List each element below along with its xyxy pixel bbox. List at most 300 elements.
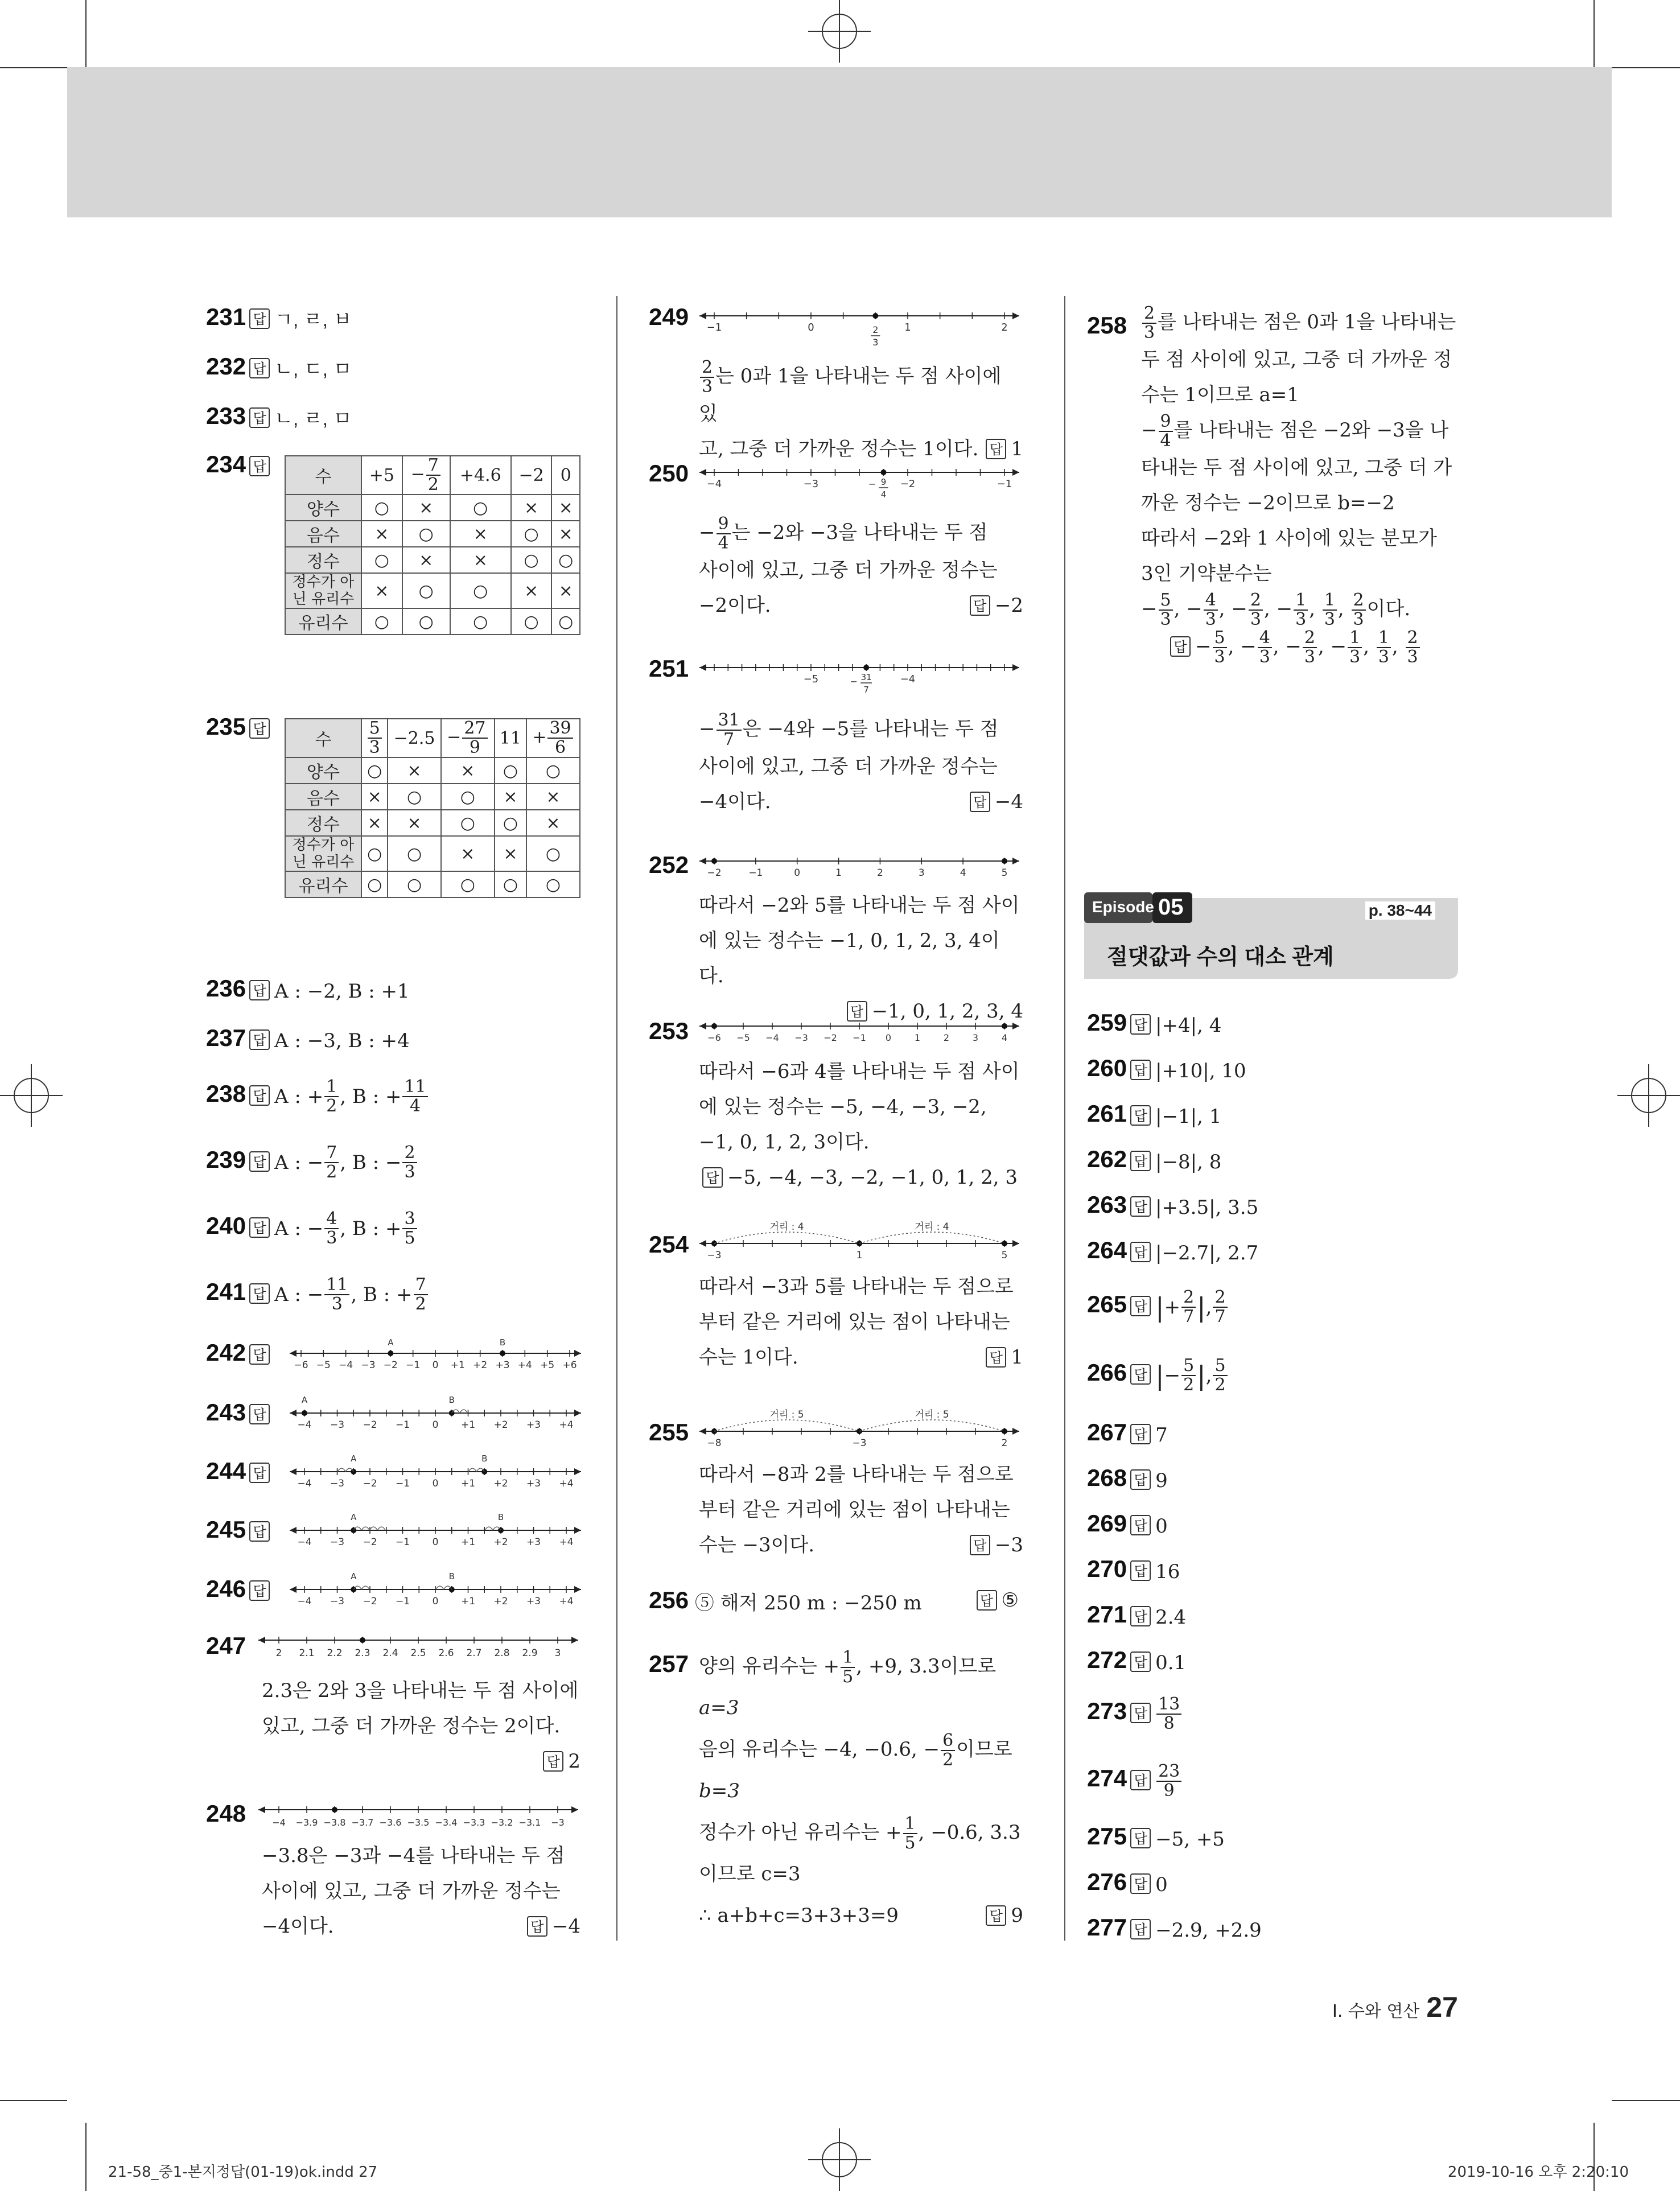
tick-label: 0 (885, 1032, 892, 1043)
answer-mark-icon: 답 (986, 1905, 1006, 1926)
tick-label: −3.6 (379, 1817, 402, 1828)
episode-header (1084, 892, 1458, 979)
tick-label: −1 (853, 1032, 866, 1043)
point-marker (863, 665, 869, 670)
tick-label: −3 (361, 1360, 376, 1371)
distance-label: 거리 : 4 (915, 1221, 949, 1233)
tick-label: −4 (339, 1360, 353, 1371)
answer-mark-icon: 답 (1130, 1105, 1151, 1126)
distance-arc (714, 1232, 859, 1243)
fraction-label: 7 (863, 685, 869, 695)
tick-label: −3 (803, 478, 819, 490)
table-cell: ○ (495, 810, 526, 836)
tick-label: −3 (551, 1817, 565, 1828)
problem-241: 241 답 A : − $\frac{11}{3}$ , B : + $\frac{7}{2}$ (206, 1274, 429, 1313)
episode-title: 절댓값과 수의 대소 관계 (1107, 945, 1334, 969)
tick-label: +3 (495, 1360, 510, 1371)
tick-label: 4 (1001, 1032, 1008, 1043)
point-label: B (448, 1395, 455, 1405)
explanation-250: − $\frac{9}{4}$ 는 −2와 −3을 나타내는 두 점 사이에 있고, 그중 더 가까운 정수는 −2이다. 답 −2 (699, 514, 1023, 617)
explanation-252: 따라서 −2와 5를 나타내는 두 점 사이 에 있는 정수는 −1, 0, 1, 2, 3, 4이다. 답 −1, 0, 1, 2, 3, 4 (699, 894, 1023, 1023)
point-label: A (301, 1395, 308, 1405)
answer-mark-icon: 답 (986, 439, 1006, 459)
arrow-left-icon (699, 1023, 706, 1029)
table-header-value: +4.6 (450, 456, 511, 495)
tick-label: −4 (297, 1596, 312, 1607)
episode-label: Episode (1092, 898, 1154, 916)
problem-247: 247 (206, 1632, 246, 1659)
row-label: 유리수 (285, 608, 361, 635)
problem-255: 255 (649, 1419, 689, 1445)
tick-label: +2 (473, 1360, 488, 1371)
row-label: 유리수 (285, 871, 361, 897)
tick-label: −4 (272, 1817, 286, 1828)
tick-label: 4 (960, 867, 966, 879)
table-cell: × (402, 547, 450, 573)
answer-mark-icon: 답 (1130, 1919, 1151, 1939)
table-cell: ○ (495, 757, 526, 784)
tick-label: −1 (395, 1596, 410, 1607)
row-label: 음수 (285, 521, 361, 547)
answer-mark-icon: 답 (249, 1085, 270, 1106)
table-header-value: + $\frac{39}{6}$ (526, 719, 580, 757)
distance-arc (859, 1420, 1004, 1431)
table-header-value: −2 (511, 456, 552, 495)
tick-label: 0 (432, 1478, 439, 1489)
point-label: A (351, 1453, 357, 1464)
explanation-247: 2.3은 2와 3을 나타내는 두 점 사이에 있고, 그중 더 가까운 정수는 2이다. 답 2 (262, 1679, 580, 1773)
table-cell: ○ (361, 757, 388, 784)
arrow-right-icon (1012, 469, 1019, 476)
problem-266: 266 답 |− $\frac{5}{2}$ |, $\frac{5}{2}$ (1087, 1354, 1229, 1394)
answer-mark-icon: 답 (1130, 1606, 1151, 1626)
tick-label: 2 (275, 1648, 282, 1659)
table-cell: ○ (388, 871, 440, 897)
tick-label: −2 (707, 867, 722, 879)
arrow-right-icon (574, 1410, 581, 1416)
episode-pages: p. 38~44 (1365, 901, 1435, 920)
number-line-244 (287, 1450, 583, 1496)
tick-label: −1 (997, 478, 1012, 490)
tick-label: 2 (943, 1032, 950, 1043)
explanation-253: 따라서 −6과 4를 나타내는 두 점 사이 에 있는 정수는 −5, −4, −3, −2, −1, 0, 1, 2, 3이다. 답 −5, −4, −3, −2, −1, 0, 1, 2, 3 (699, 1060, 1020, 1189)
answer-item-260: 260 답 |+10|, 10 (1087, 1055, 1246, 1082)
answer-mark-icon: 답 (1130, 1652, 1151, 1672)
arrow-left-icon (699, 312, 706, 319)
point-marker (711, 858, 717, 864)
header-band (67, 67, 1612, 217)
answer-mark-icon: 답 (1130, 1703, 1151, 1723)
arrow-left-icon (290, 1527, 297, 1534)
arrow-right-icon (574, 1586, 581, 1593)
arrow-right-icon (1012, 1023, 1019, 1029)
table-cell: ○ (441, 871, 495, 897)
tick-label: 2.2 (327, 1648, 343, 1659)
tick-label: −3 (330, 1478, 345, 1489)
tick-label: −2 (900, 478, 916, 490)
table-cell: ○ (361, 547, 402, 573)
problem-234: 234 답 (206, 446, 274, 484)
crop-mark (1593, 0, 1595, 67)
table-cell: ○ (450, 573, 511, 608)
answer-mark-icon: 답 (970, 792, 990, 812)
table-header-value: $\frac{5}{3}$ (361, 719, 388, 757)
crop-mark (0, 67, 67, 68)
distance-arc (714, 1420, 859, 1431)
arrow-left-icon (258, 1637, 265, 1644)
tick-label: 2 (1001, 1438, 1008, 1449)
distance-label: 거리 : 5 (769, 1409, 804, 1420)
answer-mark-icon: 답 (970, 1535, 990, 1555)
tick-label: +3 (526, 1478, 541, 1489)
problem-232: 232 답 ㄴ, ㄷ, ㅁ (206, 353, 352, 380)
point-marker (872, 313, 878, 319)
answer-mark-icon: 답 (249, 1283, 270, 1304)
table-row (285, 836, 580, 871)
arrow-right-icon (1012, 1240, 1019, 1247)
tick-label: 0 (432, 1537, 439, 1548)
crop-mark (1612, 2100, 1680, 2101)
table-cell: × (361, 784, 388, 810)
problem-244: 244 답 (206, 1453, 274, 1491)
tick-label: 5 (1001, 1250, 1008, 1261)
point-marker (711, 1023, 717, 1029)
answer-mark-icon: 답 (1130, 1873, 1151, 1894)
problem-256: 256 ⑤ 해저 250 m : −250 m 답 ⑤ (649, 1587, 1019, 1615)
table-header-value: −2.5 (388, 719, 440, 757)
table-cell: × (551, 495, 580, 521)
table-cell: × (388, 757, 440, 784)
number-line-242 (287, 1332, 583, 1377)
answer-item-262: 262 답 |−8|, 8 (1087, 1146, 1222, 1173)
point-label: B (448, 1571, 455, 1582)
number-line-254 (697, 1215, 1022, 1266)
tick-label: −5 (316, 1360, 331, 1371)
tick-label: 1 (914, 1032, 921, 1043)
table-cell: × (551, 521, 580, 547)
tick-label: 2 (1001, 322, 1008, 333)
table-cell: ○ (402, 573, 450, 608)
table-row (285, 871, 580, 897)
table-cell: × (441, 836, 495, 871)
answer-mark-icon: 답 (249, 407, 270, 428)
table-cell: × (361, 521, 402, 547)
distance-label: 거리 : 5 (915, 1409, 949, 1420)
tick-label: +3 (526, 1537, 541, 1548)
explanation-249: $\frac{2}{3}$ 는 0과 1을 나타내는 두 점 사이에 있 고, 그중 더 가까운 정수는 1이다. 답 1 (699, 357, 1023, 460)
tick-label: −1 (395, 1537, 410, 1548)
answer-item-272: 272 답 0.1 (1087, 1646, 1187, 1674)
tick-label: 2.5 (410, 1648, 426, 1659)
tick-label: −1 (395, 1478, 410, 1489)
point-label: A (351, 1512, 357, 1522)
point-marker (500, 1350, 505, 1356)
classification-table-234 (285, 455, 580, 635)
number-line-250 (697, 455, 1022, 512)
problem-249: 249 (649, 303, 689, 330)
number-line-252 (697, 851, 1022, 885)
explanation-254: 따라서 −3과 5를 나타내는 두 점으로 부터 같은 거리에 있는 점이 나타내는 수는 1이다. 답 1 (699, 1275, 1023, 1369)
page-number: 27 (1426, 1991, 1458, 2023)
tick-label: 2.6 (438, 1648, 454, 1659)
table-header-label: 수 (285, 456, 361, 495)
tick-label: −4 (297, 1478, 312, 1489)
answer-mark-icon: 답 (1130, 1151, 1151, 1171)
problem-273: 273 답 $\frac{13}{8}$ (1087, 1693, 1183, 1733)
table-cell: ○ (402, 521, 450, 547)
answer-mark-icon: 답 (249, 1217, 270, 1238)
column-divider (616, 296, 617, 1941)
answer-mark-icon: 답 (249, 718, 270, 739)
answer-mark-icon: 답 (847, 1001, 867, 1022)
arrow-left-icon (290, 1350, 297, 1357)
tick-label: +2 (493, 1537, 508, 1548)
table-cell: ○ (450, 495, 511, 521)
table-header-value: 0 (551, 456, 580, 495)
problem-254: 254 (649, 1231, 689, 1258)
table-cell: ○ (402, 608, 450, 635)
table-cell: ○ (450, 608, 511, 635)
tick-label: +4 (559, 1419, 574, 1431)
answer-mark-icon: 답 (977, 1590, 997, 1611)
problem-233: 233 답 ㄴ, ㄹ, ㅁ (206, 402, 352, 430)
tick-label: +3 (526, 1596, 541, 1607)
arrow-right-icon (1012, 858, 1019, 864)
table-cell: × (361, 573, 402, 608)
arrow-left-icon (699, 1240, 706, 1247)
table-row (285, 757, 580, 784)
number-line-251 (697, 650, 1022, 707)
point-label: A (388, 1337, 394, 1348)
table-row (285, 547, 580, 573)
table-cell: ○ (361, 836, 388, 871)
answer-item-263: 263 답 |+3.5|, 3.5 (1087, 1191, 1259, 1219)
table-header-label: 수 (285, 719, 361, 757)
fraction-label: − (868, 479, 876, 489)
tick-label: −3.8 (323, 1817, 346, 1828)
tick-label: 2.7 (466, 1648, 482, 1659)
answer-mark-icon: 답 (1130, 1424, 1151, 1444)
table-cell: × (511, 495, 552, 521)
point-marker (332, 1807, 337, 1813)
tick-label: 3 (554, 1648, 561, 1659)
tick-label: −3 (330, 1419, 345, 1431)
point-marker (881, 470, 887, 475)
tick-label: +2 (493, 1419, 508, 1431)
answer-mark-icon: 답 (1130, 1242, 1151, 1262)
fraction-label: 4 (880, 489, 887, 500)
tick-label: −8 (707, 1438, 722, 1449)
table-cell: ○ (511, 547, 552, 573)
number-line-243 (287, 1391, 583, 1437)
table-cell: ○ (361, 871, 388, 897)
tick-label: 2 (877, 867, 883, 879)
problem-242: 242 답 (206, 1335, 274, 1373)
answer-mark-icon: 답 (249, 1580, 270, 1601)
row-label: 정수가 아닌 유리수 (285, 573, 361, 608)
tick-label: 0 (808, 322, 814, 333)
answer-item-264: 264 답 |−2.7|, 2.7 (1087, 1237, 1259, 1265)
arrow-left-icon (699, 469, 706, 476)
tick-label: −1 (406, 1360, 421, 1371)
problem-248: 248 (206, 1800, 246, 1827)
answer-item-276: 276 답 0 (1087, 1868, 1168, 1896)
problem-243: 243 답 (206, 1394, 274, 1432)
number-line-248 (256, 1797, 580, 1837)
answer-mark-icon: 답 (1130, 1060, 1151, 1080)
tick-label: −2 (363, 1537, 377, 1548)
explanation-248: −3.8은 −3과 −4를 나타내는 두 점 사이에 있고, 그중 더 가까운 정수는 −4이다. 답 −4 (262, 1844, 580, 1938)
problem-265: 265 답 |+ $\frac{2}{7}$ |, $\frac{2}{7}$ (1087, 1286, 1229, 1326)
number-line-245 (287, 1509, 583, 1554)
answer-item-261: 261 답 |−1|, 1 (1087, 1100, 1222, 1128)
problem-239: 239 답 A : − $\frac{7}{2}$ , B : − $\frac{2}{3}$ (206, 1142, 418, 1181)
point-marker (302, 1410, 307, 1416)
point-marker (388, 1350, 393, 1356)
answer-item-277: 277 답 −2.9, +2.9 (1087, 1914, 1262, 1942)
problem-238: 238 답 A : + $\frac{1}{2}$ , B : + $\frac{11}{4}$ (206, 1076, 429, 1115)
table-cell: × (361, 810, 388, 836)
tick-label: +1 (450, 1360, 465, 1371)
table-cell: ○ (526, 836, 580, 871)
arrow-right-icon (1012, 312, 1019, 319)
registration-mark-icon (0, 1064, 63, 1127)
row-label: 양수 (285, 757, 361, 784)
tick-label: −3.2 (491, 1817, 513, 1828)
episode-number: 05 (1158, 895, 1184, 920)
tick-label: −2 (363, 1478, 377, 1489)
arrow-right-icon (574, 1527, 581, 1534)
tick-label: 0 (432, 1419, 439, 1431)
problem-258: 258 (1087, 312, 1127, 339)
arrow-left-icon (258, 1806, 265, 1813)
answer-mark-icon: 답 (249, 1404, 270, 1424)
tick-label: −2 (823, 1032, 837, 1043)
table-cell: ○ (361, 495, 402, 521)
point-marker (1002, 858, 1007, 864)
tick-label: −4 (297, 1419, 312, 1431)
tick-label: +3 (526, 1419, 541, 1431)
tick-label: 2.3 (355, 1648, 370, 1659)
tick-label: −4 (297, 1537, 312, 1548)
tick-label: −5 (803, 673, 819, 685)
arrow-right-icon (1012, 1428, 1019, 1435)
fraction-label: 3 (872, 337, 879, 348)
table-cell: × (388, 810, 440, 836)
problem-231: 231 답 ㄱ, ㄹ, ㅂ (206, 303, 352, 331)
arrow-right-icon (571, 1637, 578, 1644)
table-cell: × (551, 573, 580, 608)
problem-251: 251 (649, 655, 689, 682)
table-header-value: − $\frac{7}{2}$ (402, 456, 450, 495)
tick-label: −3.5 (407, 1817, 430, 1828)
tick-label: +4 (559, 1478, 574, 1489)
arrow-left-icon (699, 1428, 706, 1435)
answer-item-259: 259 답 |+4|, 4 (1087, 1009, 1222, 1037)
tick-label: −4 (765, 1032, 779, 1043)
table-cell: × (450, 521, 511, 547)
answer-mark-icon: 답 (1170, 636, 1191, 657)
table-header-value: 11 (495, 719, 526, 757)
tick-label: −3 (794, 1032, 808, 1043)
point-marker (360, 1637, 365, 1643)
table-cell: ○ (388, 784, 440, 810)
answer-mark-icon: 답 (527, 1916, 547, 1937)
tick-label: −6 (294, 1360, 308, 1371)
footer-file: 21-58_중1-본지정답(01-19)ok.indd 27 (108, 2164, 378, 2181)
arrow-right-icon (574, 1350, 581, 1357)
table-cell: × (495, 784, 526, 810)
tick-label: −3.3 (463, 1817, 485, 1828)
problem-274: 274 답 $\frac{23}{9}$ (1087, 1760, 1183, 1800)
answer-mark-icon: 답 (249, 456, 270, 476)
answer-item-271: 271 답 2.4 (1087, 1601, 1187, 1629)
table-header-value: +5 (361, 456, 402, 495)
answer-mark-icon: 답 (249, 980, 270, 1000)
column-divider (1064, 296, 1065, 1941)
tick-label: −3.4 (435, 1817, 458, 1828)
tick-label: 2.4 (382, 1648, 398, 1659)
answer-mark-icon: 답 (249, 358, 270, 378)
answer-item-275: 275 답 −5, +5 (1087, 1823, 1225, 1851)
tick-label: 1 (856, 1250, 863, 1261)
arrow-left-icon (290, 1410, 297, 1416)
table-cell: × (526, 784, 580, 810)
tick-label: 3 (972, 1032, 979, 1043)
answer-mark-icon: 답 (249, 1463, 270, 1483)
table-row (285, 784, 580, 810)
tick-label: −3 (852, 1438, 867, 1449)
row-label: 음수 (285, 784, 361, 810)
registration-mark-icon (808, 2128, 871, 2191)
arrow-left-icon (290, 1586, 297, 1593)
arrow-left-icon (699, 664, 706, 671)
tick-label: −3.7 (351, 1817, 374, 1828)
tick-label: +5 (540, 1360, 555, 1371)
tick-label: 0 (794, 867, 801, 879)
answer-mark-icon: 답 (1130, 1364, 1151, 1385)
tick-label: +1 (460, 1478, 476, 1489)
explanation-251: − $\frac{31}{7}$ 은 −4와 −5를 나타내는 두 점 사이에 있고, 그중 더 가까운 정수는 −4이다. 답 −4 (699, 710, 1023, 813)
problem-246: 246 답 (206, 1571, 274, 1609)
tick-label: −3.1 (518, 1817, 541, 1828)
answer-mark-icon: 답 (249, 1521, 270, 1542)
tick-label: +4 (559, 1537, 574, 1548)
explanation-257: 양의 유리수는 + $\frac{1}{5}$ , +9, 3.3이므로 a=3 음의 유리수는 −4, −0.6, − $\frac{6}{2}$ 이므로 b=3 정수가 아닌 유리수는 + $\frac{1}{5}$ , −0.6, 3.3 이므로 c=3 ∴ a+b+c=3+3+3=9 답 9 (699, 1648, 1023, 1927)
tick-label: 2.1 (299, 1648, 315, 1659)
table-cell: ○ (361, 608, 402, 635)
number-line-253 (697, 1016, 1022, 1050)
number-line-246 (287, 1568, 583, 1613)
problem-257: 257 (649, 1650, 689, 1677)
crop-mark (85, 2123, 87, 2191)
tick-label: −1 (395, 1419, 410, 1431)
table-cell: ○ (551, 547, 580, 573)
table-header-value: − $\frac{27}{9}$ (441, 719, 495, 757)
answer-item-270: 270 답 16 (1087, 1555, 1180, 1583)
tick-label: +1 (460, 1596, 476, 1607)
answer-mark-icon: 답 (249, 1029, 270, 1050)
answer-mark-icon: 답 (1130, 1828, 1151, 1848)
arrow-right-icon (1012, 664, 1019, 671)
answer-item-267: 267 답 7 (1087, 1419, 1168, 1447)
answer-mark-icon: 답 (970, 595, 990, 616)
table-cell: ○ (511, 608, 552, 635)
section-label: I. 수와 연산 (1332, 2001, 1420, 2021)
tick-label: −2 (363, 1596, 377, 1607)
arrow-right-icon (571, 1806, 578, 1813)
fraction-label: 2 (872, 324, 879, 335)
